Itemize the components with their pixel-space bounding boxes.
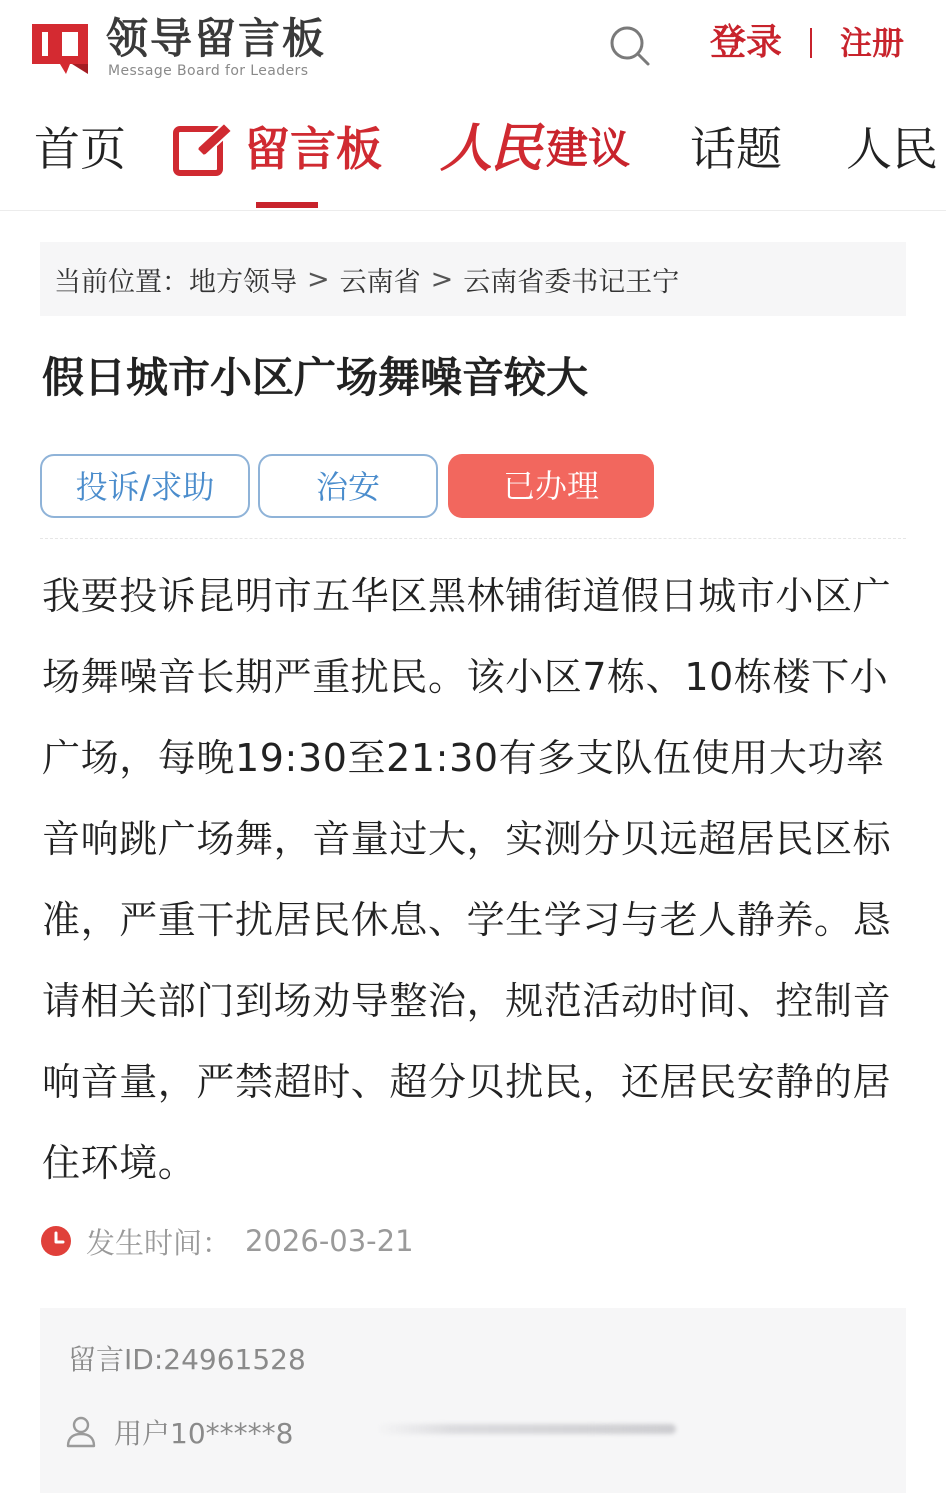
user-name: 用户10*****8 [114,1417,294,1450]
logo-mark-icon [26,18,94,78]
logo-title: 领导留言板 [106,14,327,63]
nav-item-renmin[interactable]: 人民 [846,122,938,176]
people-script-label: 人民 [440,118,541,179]
divider [40,538,906,539]
breadcrumb-item-leader[interactable]: 云南省委书记王宁 [463,266,680,298]
nav-item-home[interactable]: 首页 [34,122,126,176]
post-title: 假日城市小区广场舞噪音较大 [42,353,589,402]
breadcrumb-item-local-leaders[interactable]: 地方领导 [189,266,297,298]
auth-links [700,18,904,68]
nav-item-message-board[interactable] [172,114,382,184]
breadcrumb-separator: > [307,263,330,295]
logo-subtitle: Message Board for Leaders [108,63,309,79]
breadcrumb-separator: > [430,263,454,295]
time-label: 发生时间： [86,1225,232,1260]
user-row [66,1412,293,1452]
breadcrumb-prefix: 当前位置： [54,266,189,298]
nav-item-topic[interactable]: 话题 [690,122,782,176]
login-link[interactable]: 登录 [710,22,783,63]
people-suffix-label: 建议 [546,124,631,173]
site-logo[interactable] [26,14,346,82]
user-icon [66,1416,96,1448]
main-nav [0,100,946,211]
auth-divider [810,28,812,58]
post-body: 我要投诉昆明市五华区黑林铺街道假日城市小区广场舞噪音长期严重扰民。该小区7栋、10栋楼下小广场，每晚19:30至21:30有多支队伍使用大功率音响跳广场舞，音量过大，实测分贝远超居民区标准，严重干扰居民休息、学生学习与老人静养。恳请相关部门到场劝导整治，规范活动时间、控制音响音量，严禁超时、超分贝扰民，还居民安静的居住环境。 [42,574,892,1185]
tag-type[interactable]: 治安 [258,454,438,518]
nav-item-label: 留言板 [244,122,382,176]
nav-active-indicator [256,202,318,208]
message-meta-box [40,1308,906,1493]
occurrence-time [40,1220,414,1262]
nav-item-people-suggestion[interactable] [440,114,630,184]
breadcrumb-item-yunnan[interactable]: 云南省 [339,266,421,298]
time-value: 2026-03-21 [245,1224,414,1258]
breadcrumb [40,242,906,316]
redacted-blur [376,1424,676,1434]
edit-icon [172,119,236,179]
register-link[interactable]: 注册 [840,24,905,62]
status-badge: 已办理 [448,454,654,518]
site-header [0,0,946,100]
tag-category[interactable]: 投诉/求助 [40,454,250,518]
message-id: 留言ID:24961528 [68,1343,306,1376]
clock-icon [40,1225,72,1257]
search-icon[interactable] [606,22,654,70]
